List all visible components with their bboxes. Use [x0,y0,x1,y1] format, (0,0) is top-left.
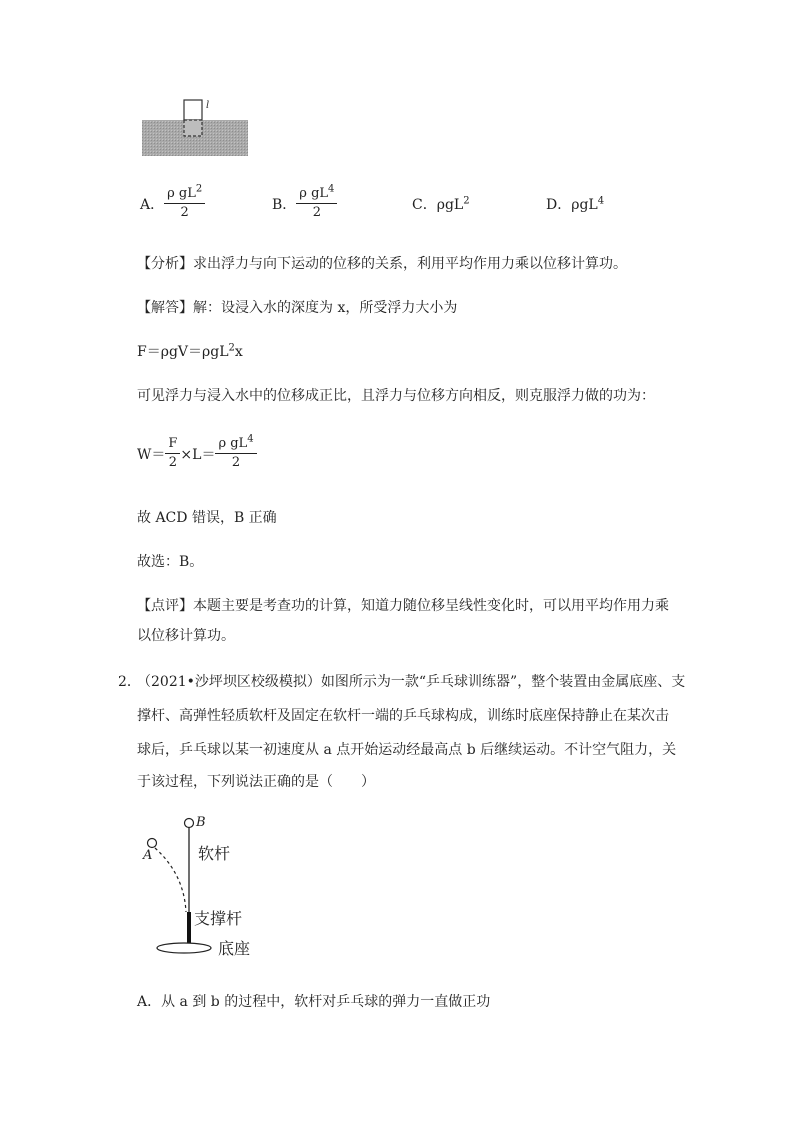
block-above-water [184,100,202,120]
equation-work-f-denominator: 2 [168,455,178,470]
question-2-option-a: A．从 a 到 b 的过程中，软杆对乒乓球的弹力一直做正功 [137,994,491,1010]
solution-conclusion: 故 ACD 错误，B 正确 [137,510,277,526]
option-a-numerator: ρ gL [167,186,196,201]
equation-buoyancy-main: F＝ρgV＝ρgL [137,344,229,360]
ball-position-a [148,839,157,848]
option-b-denominator: 2 [312,205,321,220]
equation-work-result-denominator: 2 [231,455,241,470]
label-base: 底座 [218,939,251,958]
equation-buoyancy [137,342,243,362]
equation-work-f-fraction [165,436,180,471]
ball-position-b [185,819,194,828]
solution-intro: 【解答】解：设浸入水的深度为 x，所受浮力大小为 [137,300,458,316]
option-b-fraction [296,183,337,221]
option-d [546,195,604,215]
option-b-letter: B． [272,196,297,213]
question-2-line-2: 撑杆、高弹性轻质软杆及固定在软杆一端的乒乓球构成，训练时底座保持静止在某次击 [137,708,669,724]
option-c-expression: ρgL [436,197,464,213]
ball-trajectory-path [155,848,186,912]
option-d-exponent: 4 [597,195,605,207]
comment-line-1: 【点评】本题主要是考查功的计算，知道力随位移呈线性变化时，可以用平均作用力乘 [137,598,669,614]
option-c [412,195,470,215]
option-b [272,183,337,221]
option-d-expression: ρgL [571,197,598,213]
equation-buoyancy-var: x [234,344,243,360]
option-c-exponent: 2 [463,195,470,207]
question-2-line-1: （2021•沙坪坝区校级模拟）如图所示为一款“乒乓球训练器”，整个装置由金属底座、支 [137,674,686,690]
option-d-letter: D． [546,197,572,213]
question-2-number: 2． [118,674,141,690]
block-submerged [184,120,202,136]
base-ellipse [157,943,211,953]
label-support-rod: 支撑杆 [194,909,243,928]
equation-work-result-numerator: ρ gL [218,436,248,451]
floating-block-diagram [142,98,248,156]
option-a [140,183,205,221]
option-a-letter: A． [140,196,165,213]
support-rod-rect [187,912,191,946]
comment-line-2: 以位移计算功。 [137,628,235,644]
question-2-line-3: 球后，乒乓球以某一初速度从 a 点开始运动经最高点 b 后继续运动。不计空气阻力，关 [137,742,677,758]
figure-ping-pong-trainer [138,812,278,962]
label-a: A [143,848,153,863]
option-a-exponent: 2 [195,183,203,195]
option-b-numerator: ρ gL [299,186,329,201]
option-c-letter: C． [412,197,437,213]
option-a-denominator: 2 [180,205,189,220]
option-a-fraction [164,183,205,221]
solution-line-2: 可见浮力与浸入水中的位移成正比，且浮力与位移方向相反，则克服浮力做的功为： [137,388,655,404]
equation-work-times: ×L＝ [180,446,216,463]
equation-work [137,433,257,471]
equation-work-f-numerator: F [165,436,180,454]
figure-floating-block [142,98,248,156]
length-label-l: l [206,100,210,111]
equation-work-lhs: W＝ [137,446,166,463]
equation-work-result-exponent: 4 [247,433,254,445]
equation-work-result-fraction [215,433,256,471]
label-soft-rod: 软杆 [198,844,231,863]
equation-buoyancy-exponent: 2 [228,342,235,354]
ping-pong-trainer-diagram [138,812,278,962]
analysis-text: 【分析】求出浮力与向下运动的位移的关系，利用平均作用力乘以位移计算功。 [137,256,627,272]
question-2-line-4: 于该过程，下列说法正确的是（ ） [137,774,375,790]
option-b-exponent: 4 [328,183,335,195]
label-b: B [196,815,206,830]
solution-answer: 故选：B。 [137,554,204,570]
